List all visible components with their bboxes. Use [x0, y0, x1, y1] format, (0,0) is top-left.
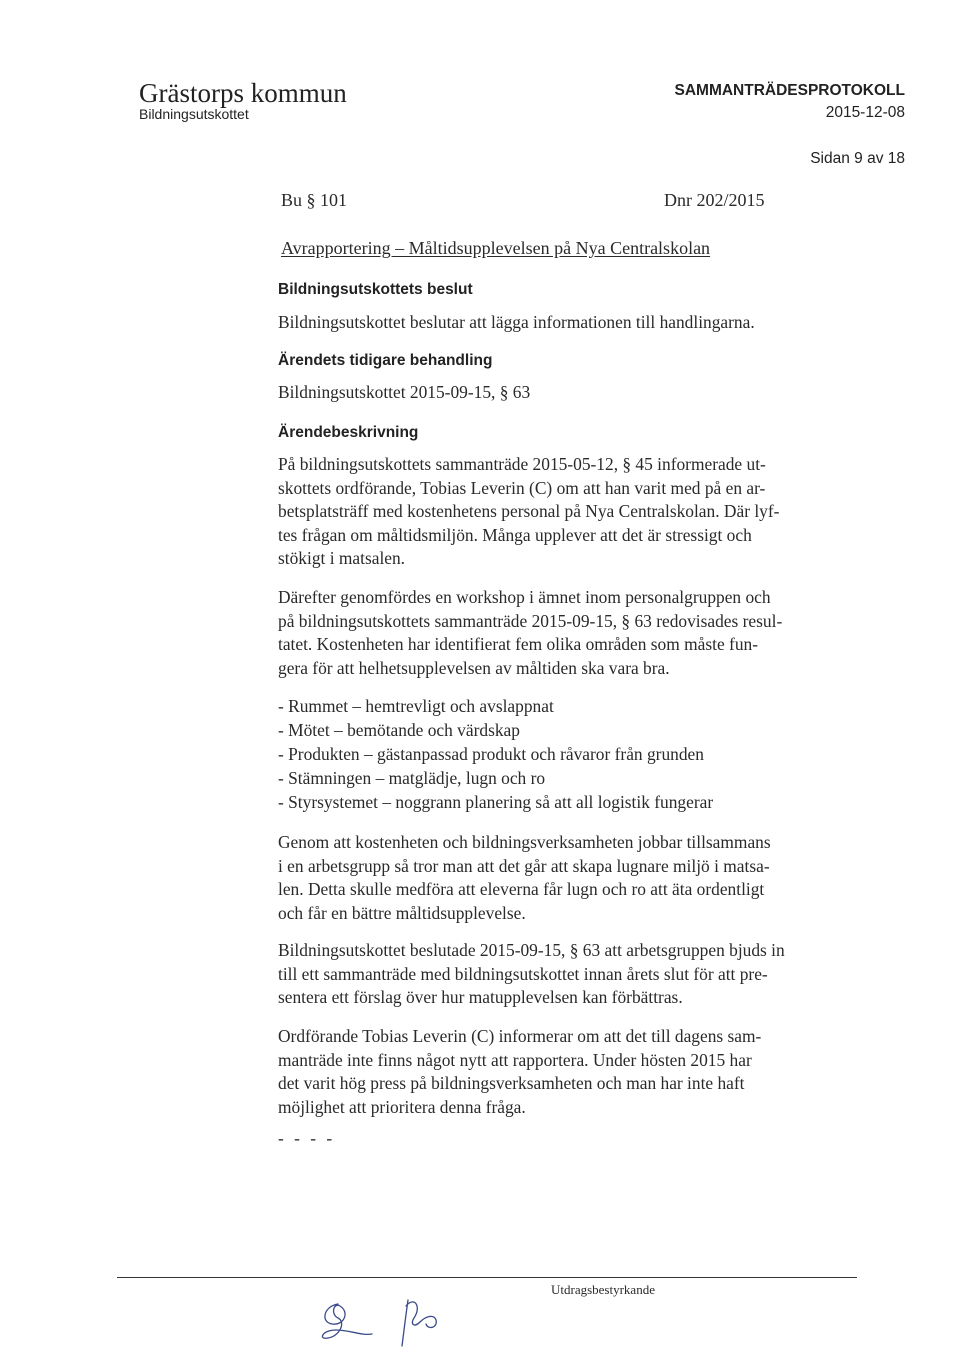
list-item: - Styrsystemet – noggrann planering så att all logistik fungerar [278, 792, 714, 812]
list-item: - Rummet – hemtrevligt och avslappnat [278, 696, 554, 716]
list-item: - Stämningen – matglädje, lugn och ro [278, 768, 546, 788]
description-paragraph-2: Därefter genomfördes en workshop i ämnet inom personalgruppen och på bildningsutskottets sammanträde 2015-09-15, § 63 redovisades resul- tatet. Kostenheten har identifierat fem olika områden som måste fun- gera för att helhetsupplevelsen av måltiden ska vara bra. [278, 587, 783, 678]
previous-handling-text: Bildningsutskottet 2015-09-15, § 63 [278, 382, 531, 402]
handwritten-initials [310, 1284, 470, 1348]
municipality-name: Grästorps kommun [139, 78, 347, 108]
description-paragraph-3: Genom att kostenheten och bildningsverksamheten jobbar tillsammans i en arbetsgrupp så tror man att det går att skapa lugnare miljö i matsa- len. Detta skulle medföra att eleverna får lugn och ro att äta ordentligt och får en bättre måltidsupplevelse. [278, 832, 771, 923]
description-paragraph-1: På bildningsutskottets sammanträde 2015-05-12, § 45 informerade ut- skottets ordförande, Tobias Leverin (C) om att han varit med på en ar- betsplatsträff med kostenhetens personal på Nya Centralskolan. Där lyf- tes frågan om måltidsmiljön. Många upplever att det är stressigt och stökigt i matsalen. [278, 454, 780, 568]
case-title: Avrapportering – Måltidsupplevelsen på Nya Centralskolan [281, 238, 711, 258]
list-item: - Mötet – bemötande och värdskap [278, 720, 520, 740]
decision-text: Bildningsutskottet beslutar att lägga informationen till handlingarna. [278, 312, 755, 332]
end-marker: - - - - [278, 1128, 336, 1148]
decision-heading: Bildningsutskottets beslut [278, 281, 473, 298]
description-paragraph-5: Ordförande Tobias Leverin (C) informerar om att det till dagens sam- manträde inte finns något nytt att rapportera. Under hösten 2015 har det varit hög press på bildningsverksamheten och man har inte haft möjlighet att prioritera denna fråga. [278, 1026, 762, 1117]
focus-area-list [278, 694, 838, 814]
footer-divider [117, 1277, 857, 1278]
list-item: - Produkten – gästanpassad produkt och råvaror från grunden [278, 744, 704, 764]
case-number: Bu § 101 [281, 190, 348, 210]
protocol-type: SAMMANTRÄDESPROTOKOLL [674, 82, 905, 99]
description-paragraph-4: Bildningsutskottet beslutade 2015-09-15, § 63 att arbetsgruppen bjuds in till ett sammanträde med bildningsutskottet innan årets slut för att pre- sentera ett förslag över hur matupplevelsen kan förbättras. [278, 940, 785, 1007]
previous-handling-heading: Ärendets tidigare behandling [278, 352, 493, 369]
certification-label: Utdragsbestyrkande [551, 1282, 655, 1297]
protocol-date: 2015-12-08 [825, 104, 905, 121]
page-number: Sidan 9 av 18 [810, 150, 905, 167]
description-heading: Ärendebeskrivning [278, 424, 419, 441]
department-name: Bildningsutskottet [139, 106, 249, 122]
diary-number: Dnr 202/2015 [664, 190, 765, 210]
